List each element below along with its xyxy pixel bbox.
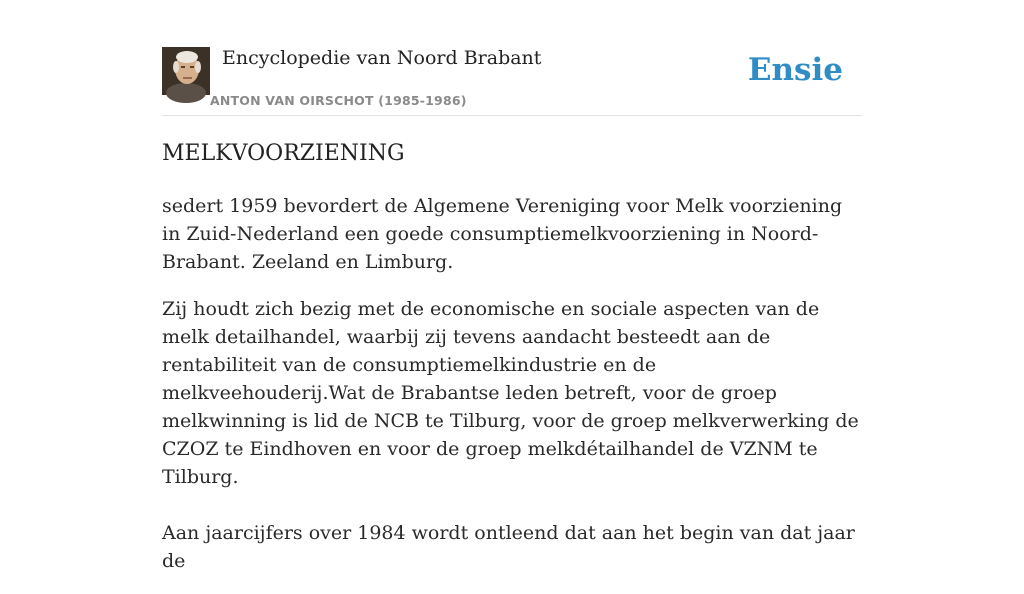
author-avatar[interactable] <box>162 47 210 95</box>
article-title: MELKVOORZIENING <box>162 141 405 166</box>
author-portrait-icon <box>162 47 210 95</box>
article-header <box>162 46 862 116</box>
article-paragraph: sedert 1959 bevordert de Algemene Vereniging voor Melk voorziening in Zuid-Nederland een goede consumptiemelkvoorziening in Noord-Brabant. Zeeland en Limburg. <box>162 195 843 273</box>
article-card <box>162 46 862 572</box>
article-paragraph: Zij houdt zich bezig met de economische en sociale aspecten van de melk detailhandel, waarbij zij tevens aandacht besteedt aan de rentabiliteit van de consumptiemelkindustrie en de melkveehouderij.Wat de Brabantse leden betreft, voor de groep melkwinning is lid de NCB te Tilburg, voor de groep melkverwerking de CZOZ te Eindhoven en voor de groep melkdétailhandel de VZNM te Tilburg. <box>162 298 859 488</box>
article-body <box>162 192 862 594</box>
book-title-link[interactable]: Encyclopedie van Noord Brabant <box>222 47 542 69</box>
ensie-logo[interactable]: Ensie <box>747 52 843 88</box>
author-name[interactable]: ANTON VAN OIRSCHOT (1985-1986) <box>210 93 467 108</box>
article-paragraph: Aan jaarcijfers over 1984 wordt ontleend dat aan het begin van dat jaar de <box>162 522 855 572</box>
